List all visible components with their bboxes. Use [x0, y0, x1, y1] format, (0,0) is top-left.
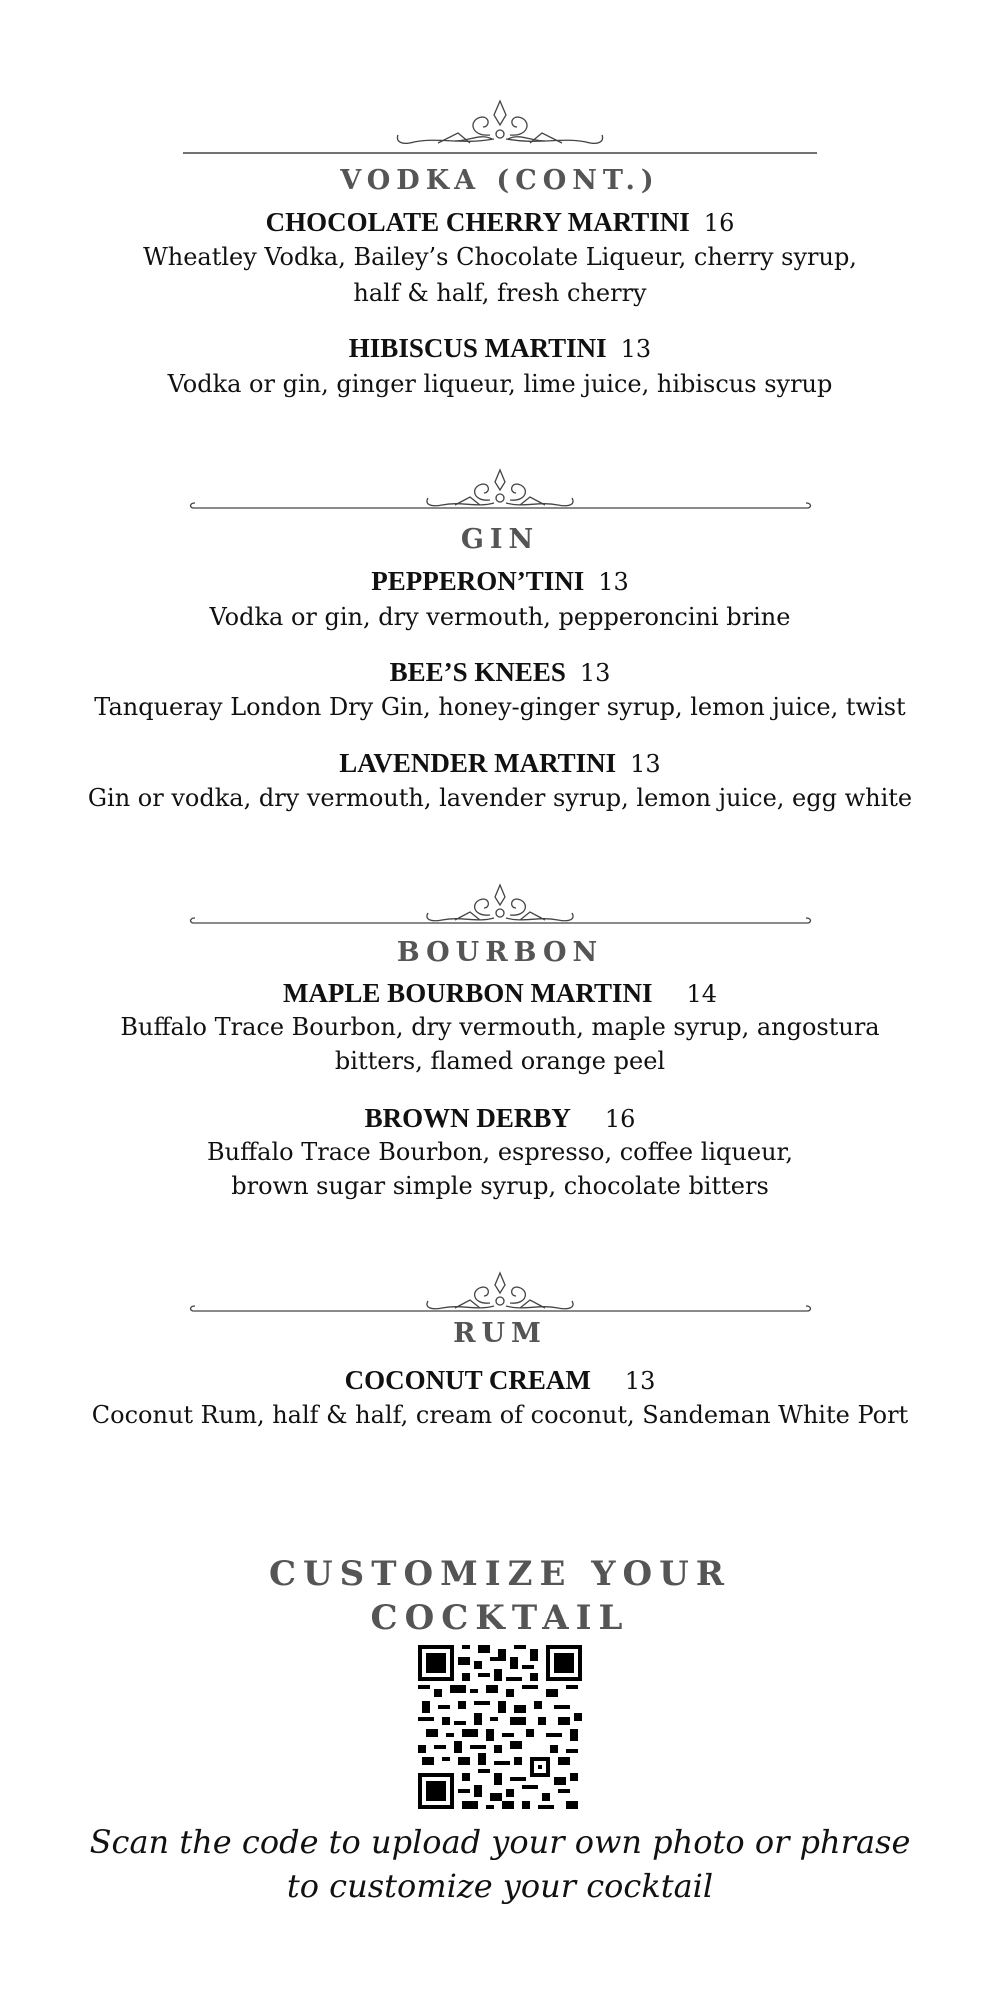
menu-item-maple-bourbon-martini [0, 978, 1000, 1009]
menu-item-pepperontini [0, 566, 1000, 597]
promo-title-line: CUSTOMIZE YOUR [268, 1554, 732, 1594]
item-description-line: Buffalo Trace Bourbon, espresso, coffee liqueur, [207, 1138, 793, 1166]
menu-item-coconut-cream [0, 1365, 1000, 1396]
item-description-line: Wheatley Vodka, Bailey’s Chocolate Liqueur, cherry syrup, [143, 243, 857, 271]
item-description-line: Buffalo Trace Bourbon, dry vermouth, maple syrup, angostura [120, 1013, 880, 1041]
item-price: 13 [620, 335, 652, 363]
qr-code-icon[interactable] [418, 1645, 582, 1809]
menu-item-chocolate-cherry-martini [0, 207, 1000, 238]
promo-title-line: COCKTAIL [370, 1598, 630, 1638]
item-description-line: Gin or vodka, dry vermouth, lavender syrup, lemon juice, egg white [87, 784, 913, 812]
item-description-line: Coconut Rum, half & half, cream of coconut, Sandeman White Port [91, 1401, 909, 1429]
menu-item-hibiscus-martini [0, 333, 1000, 364]
item-description-line: brown sugar simple syrup, chocolate bitters [231, 1172, 769, 1200]
item-description-line: Vodka or gin, ginger liqueur, lime juice, hibiscus syrup [167, 370, 833, 398]
item-price: 13 [579, 659, 611, 687]
item-description-line: Tanqueray London Dry Gin, honey-ginger syrup, lemon juice, twist [94, 693, 906, 721]
promo-instruction-line: to customize your cocktail [286, 1867, 714, 1905]
section-heading-bourbon: BOURBON [396, 937, 604, 968]
item-name: LAVENDER MARTINI [339, 748, 617, 778]
menu-item-brown-derby [0, 1103, 1000, 1134]
item-price: 13 [624, 1367, 656, 1395]
item-price: 16 [703, 209, 735, 237]
menu-item-lavender-martini [0, 748, 1000, 779]
item-price: 13 [630, 750, 661, 778]
item-name: BROWN DERBY [364, 1103, 571, 1133]
section-heading-rum: RUM [453, 1318, 547, 1349]
item-description-line: Vodka or gin, dry vermouth, pepperoncini brine [209, 603, 791, 631]
flourish-divider-vodka [0, 95, 1000, 165]
item-name: CHOCOLATE CHERRY MARTINI [265, 207, 690, 237]
item-name: COCONUT CREAM [344, 1365, 591, 1395]
item-price: 16 [604, 1105, 636, 1133]
item-name: PEPPERON’TINI [371, 566, 585, 596]
item-name: BEE’S KNEES [389, 657, 566, 687]
flourish-divider-gin [0, 460, 1000, 530]
item-description-line: bitters, flamed orange peel [334, 1047, 666, 1075]
item-price: 13 [598, 568, 629, 596]
flourish-divider-bourbon [0, 875, 1000, 945]
item-price: 14 [686, 980, 718, 1008]
item-description-line: half & half, fresh cherry [353, 279, 647, 307]
section-heading-gin: GIN [460, 524, 540, 555]
section-heading-vodka: VODKA (CONT.) [340, 165, 660, 196]
promo-instruction-line: Scan the code to upload your own photo or phrase [89, 1823, 911, 1861]
item-name: MAPLE BOURBON MARTINI [282, 978, 653, 1008]
item-name: HIBISCUS MARTINI [348, 333, 607, 363]
menu-item-bees-knees [0, 657, 1000, 688]
